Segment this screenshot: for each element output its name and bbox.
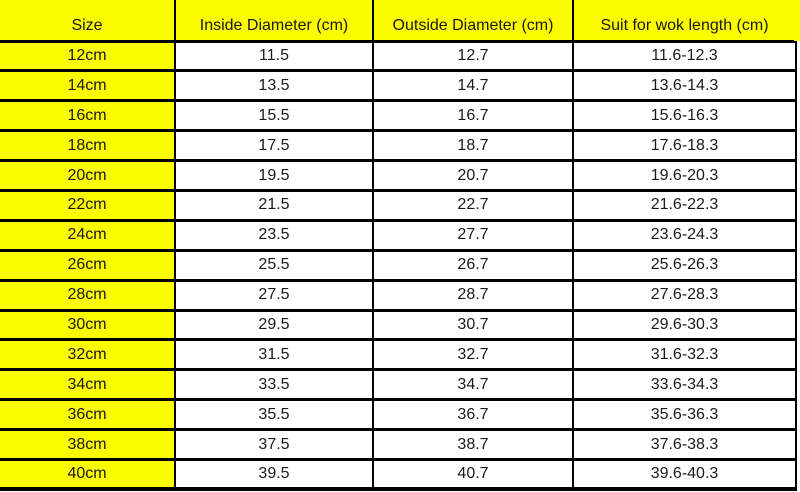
inside-diameter-cell: 21.5 xyxy=(175,190,373,220)
outside-diameter-cell: 26.7 xyxy=(373,250,573,280)
inside-diameter-cell: 27.5 xyxy=(175,280,373,310)
size-cell: 40cm xyxy=(0,459,175,489)
table-row xyxy=(0,131,796,161)
inside-diameter-cell: 13.5 xyxy=(175,71,373,101)
size-cell: 26cm xyxy=(0,250,175,280)
size-cell: 32cm xyxy=(0,340,175,370)
inside-diameter-cell: 37.5 xyxy=(175,430,373,460)
outside-diameter-cell: 40.7 xyxy=(373,459,573,489)
outside-diameter-cell: 32.7 xyxy=(373,340,573,370)
table-row xyxy=(0,310,796,340)
outside-diameter-cell: 22.7 xyxy=(373,190,573,220)
inside-diameter-cell: 29.5 xyxy=(175,310,373,340)
table-row xyxy=(0,161,796,191)
column-header-wok-length: Suit for wok length (cm) xyxy=(573,0,796,41)
header-row xyxy=(0,0,796,41)
column-header-inside-diameter: Inside Diameter (cm) xyxy=(175,0,373,41)
table-row xyxy=(0,400,796,430)
wok-length-cell: 31.6-32.3 xyxy=(573,340,796,370)
outside-diameter-cell: 12.7 xyxy=(373,41,573,71)
outside-diameter-cell: 18.7 xyxy=(373,131,573,161)
inside-diameter-cell: 17.5 xyxy=(175,131,373,161)
size-cell: 20cm xyxy=(0,161,175,191)
size-cell: 24cm xyxy=(0,220,175,250)
outside-diameter-cell: 20.7 xyxy=(373,161,573,191)
size-cell: 16cm xyxy=(0,101,175,131)
wok-length-cell: 27.6-28.3 xyxy=(573,280,796,310)
size-cell: 28cm xyxy=(0,280,175,310)
size-cell: 12cm xyxy=(0,41,175,71)
wok-length-cell: 21.6-22.3 xyxy=(573,190,796,220)
table-row xyxy=(0,41,796,71)
inside-diameter-cell: 19.5 xyxy=(175,161,373,191)
table-row xyxy=(0,220,796,250)
size-cell: 22cm xyxy=(0,190,175,220)
inside-diameter-cell: 39.5 xyxy=(175,459,373,489)
size-cell: 14cm xyxy=(0,71,175,101)
wok-length-cell: 33.6-34.3 xyxy=(573,370,796,400)
outside-diameter-cell: 28.7 xyxy=(373,280,573,310)
inside-diameter-cell: 35.5 xyxy=(175,400,373,430)
table-row xyxy=(0,190,796,220)
table-row xyxy=(0,250,796,280)
inside-diameter-cell: 15.5 xyxy=(175,101,373,131)
table-row xyxy=(0,101,796,131)
outside-diameter-cell: 30.7 xyxy=(373,310,573,340)
outside-diameter-cell: 14.7 xyxy=(373,71,573,101)
wok-length-cell: 39.6-40.3 xyxy=(573,459,796,489)
table-body xyxy=(0,41,796,489)
wok-length-cell: 19.6-20.3 xyxy=(573,161,796,191)
size-cell: 18cm xyxy=(0,131,175,161)
inside-diameter-cell: 23.5 xyxy=(175,220,373,250)
wok-length-cell: 35.6-36.3 xyxy=(573,400,796,430)
inside-diameter-cell: 25.5 xyxy=(175,250,373,280)
outside-diameter-cell: 36.7 xyxy=(373,400,573,430)
outside-diameter-cell: 38.7 xyxy=(373,430,573,460)
column-header-size: Size xyxy=(0,0,175,41)
table-header xyxy=(0,0,796,41)
table-row xyxy=(0,280,796,310)
size-cell: 36cm xyxy=(0,400,175,430)
size-cell: 34cm xyxy=(0,370,175,400)
wok-length-cell: 23.6-24.3 xyxy=(573,220,796,250)
table-row xyxy=(0,71,796,101)
outside-diameter-cell: 34.7 xyxy=(373,370,573,400)
inside-diameter-cell: 33.5 xyxy=(175,370,373,400)
table-row xyxy=(0,430,796,460)
wok-length-cell: 17.6-18.3 xyxy=(573,131,796,161)
inside-diameter-cell: 31.5 xyxy=(175,340,373,370)
table-row xyxy=(0,340,796,370)
wok-length-cell: 37.6-38.3 xyxy=(573,430,796,460)
wok-length-cell: 15.6-16.3 xyxy=(573,101,796,131)
column-header-outside-diameter: Outside Diameter (cm) xyxy=(373,0,573,41)
size-cell: 30cm xyxy=(0,310,175,340)
wok-length-cell: 13.6-14.3 xyxy=(573,71,796,101)
wok-length-cell: 25.6-26.3 xyxy=(573,250,796,280)
wok-length-cell: 11.6-12.3 xyxy=(573,41,796,71)
inside-diameter-cell: 11.5 xyxy=(175,41,373,71)
wok-length-cell: 29.6-30.3 xyxy=(573,310,796,340)
table-row xyxy=(0,370,796,400)
header-bg-strip xyxy=(794,0,800,41)
outside-diameter-cell: 16.7 xyxy=(373,101,573,131)
table-row xyxy=(0,459,796,489)
size-cell: 38cm xyxy=(0,430,175,460)
outside-diameter-cell: 27.7 xyxy=(373,220,573,250)
